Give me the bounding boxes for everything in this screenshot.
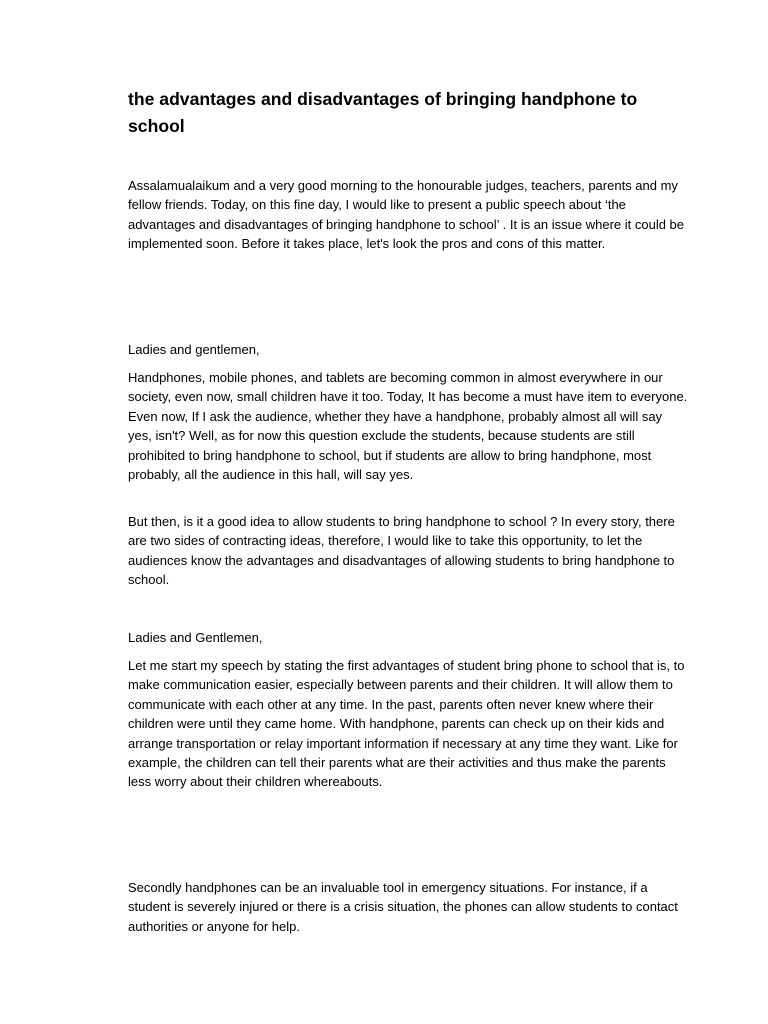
but-then-paragraph: But then, is it a good idea to allow students to bring handphone to school ? In every story, there are two sides of contracting ideas, therefore, I would like to take this opportunity, to let the audiences know the advantages and disadvantages of allowing students to bring handphone to school. xyxy=(128,514,675,588)
first-advantage-paragraph: Let me start my speech by stating the first advantages of student bring phone to school that is, to make communication easier, especially between parents and their children. It will allow them to communicate with each other at any time. In the past, parents often never knew where their children were until they came home. With handphone, parents can check up on their kids and arrange transportation or relay important information if necessary at any time they want. Like for example, the children can tell their parents what are their activities and thus make the parents less worry about their children whereabouts. xyxy=(128,658,685,790)
handphones-paragraph: Handphones, mobile phones, and tablets are becoming common in almost everywhere in our society, even now, small children have it too. Today, It has become a must have item to everyone. Even now, If I ask the audience, whether they have a handphone, probably almost all will say yes, isn't? Well, as for now this question exclude the students, because students are still prohibited to bring handphone to school, but if students are allow to bring handphone, most probably, all the audience in this hall, will say yes. xyxy=(128,370,688,483)
intro-paragraph: Assalamualaikum and a very good morning to the honourable judges, teachers, parents and my fellow friends. Today, on this fine day, I would like to present a public speech about ‘the advantages and disadvantages of bringing handphone to school’ . It is an issue where it could be implemented soon. Before it takes place, let's look the pros and cons of this matter. xyxy=(128,178,685,252)
document-title: the advantages and disadvantages of bringing handphone to school xyxy=(128,89,638,136)
salutation-paragraph-2: Ladies and Gentlemen, xyxy=(128,630,263,645)
salutation-paragraph: Ladies and gentlemen, xyxy=(128,342,260,357)
second-advantage-paragraph: Secondly handphones can be an invaluable tool in emergency situations. For instance, if a student is severely injured or there is a crisis situation, the phones can allow students to contact authorities or anyone for help. xyxy=(128,880,678,934)
